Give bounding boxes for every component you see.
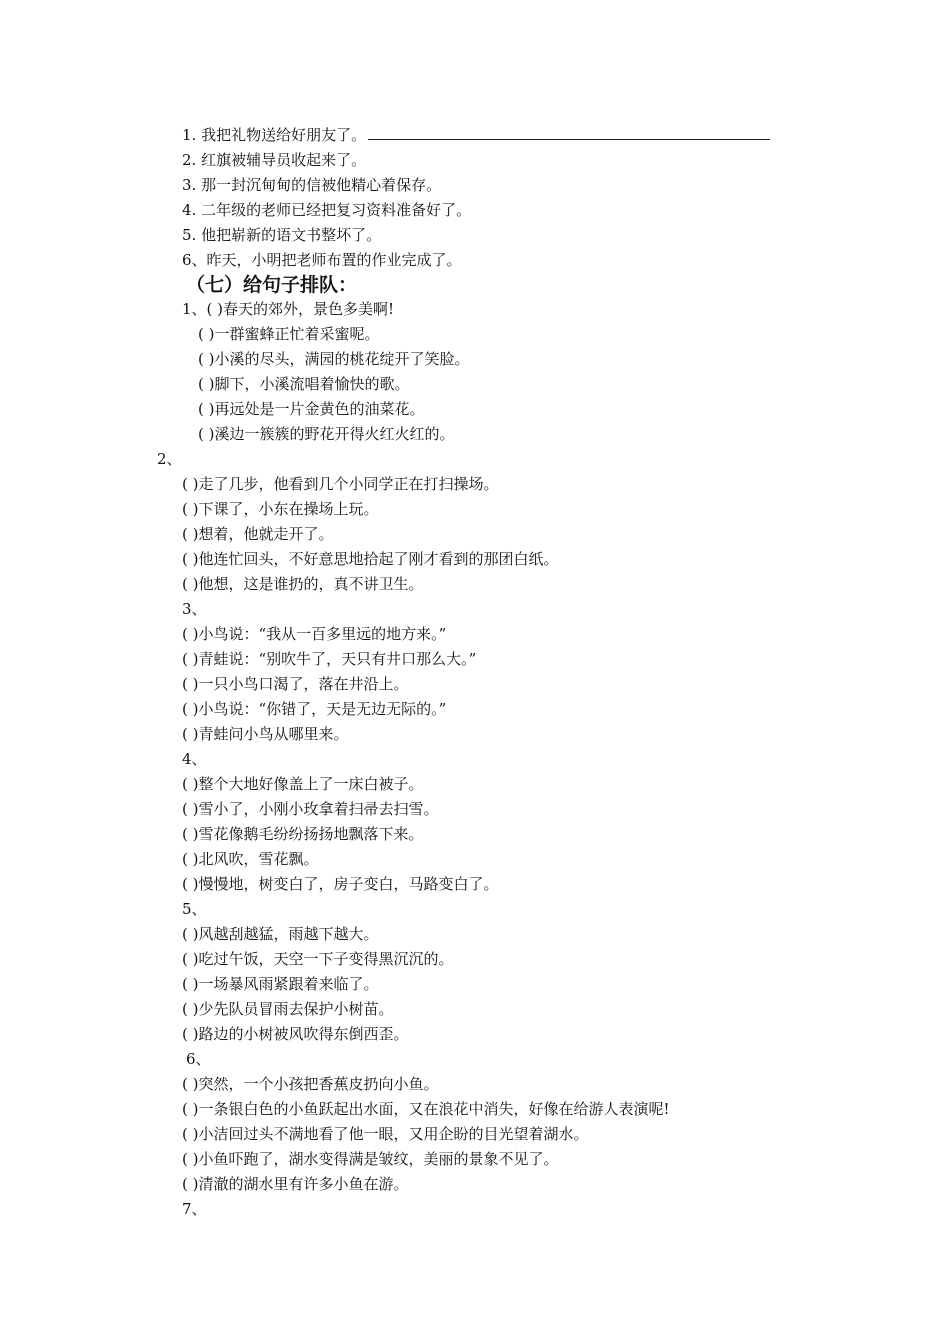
ordering-item: ( )走了几步，他看到几个小同学正在打扫操场。 <box>182 475 499 493</box>
ordering-item: ( )一条银白色的小鱼跃起出水面，又在浪花中消失，好像在给游人表演呢! <box>182 1100 670 1118</box>
ordering-item: ( )小鸟说：“你错了，天是无边无际的。” <box>182 700 447 718</box>
ordering-item: ( )再远处是一片金黄色的油菜花。 <box>198 400 425 418</box>
ordering-item: ( )小洁回过头不满地看了他一眼，又用企盼的目光望着湖水。 <box>182 1125 589 1143</box>
ordering-item: ( )少先队员冒雨去保护小树苗。 <box>182 1000 394 1018</box>
group-label: 7、 <box>182 1200 207 1218</box>
ordering-item: ( )脚下，小溪流唱着愉快的歌。 <box>198 375 410 393</box>
group-label: 4、 <box>182 750 207 768</box>
ordering-item: ( )他想，这是谁扔的，真不讲卫生。 <box>182 575 424 593</box>
ordering-item: ( )路边的小树被风吹得东倒西歪。 <box>182 1025 409 1043</box>
ordering-item: ( )风越刮越猛，雨越下越大。 <box>182 925 379 943</box>
group-1-first-line <box>182 299 394 319</box>
group-label: 3、 <box>182 600 207 618</box>
sentence-item: 4. 二年级的老师已经把复习资料准备好了。 <box>182 201 472 219</box>
ordering-item: ( )突然，一个小孩把香蕉皮扔向小鱼。 <box>182 1075 439 1093</box>
group-label: 2、 <box>157 450 182 468</box>
group-label: 5、 <box>182 900 207 918</box>
sentence-item: 5. 他把崭新的语文书整坏了。 <box>182 226 382 244</box>
ordering-item: ( )雪小了，小刚小玫拿着扫帚去扫雪。 <box>182 800 439 818</box>
ordering-item: ( )小鸟说：“我从一百多里远的地方来。” <box>182 625 447 643</box>
ordering-item: ( )想着，他就走开了。 <box>182 525 334 543</box>
ordering-item: ( )一场暴风雨紧跟着来临了。 <box>182 975 379 993</box>
ordering-item: ( )雪花像鹅毛纷纷扬扬地飘落下来。 <box>182 825 424 843</box>
ordering-item: ( )他连忙回头，不好意思地拾起了刚才看到的那团白纸。 <box>182 550 559 568</box>
sentence-text: 1. 我把礼物送给好朋友了。 <box>182 126 367 144</box>
ordering-item: ( )整个大地好像盖上了一床白被子。 <box>182 775 424 793</box>
ordering-item: ( )一只小鸟口渴了，落在井沿上。 <box>182 675 409 693</box>
ordering-item: ( )吃过午饭，天空一下子变得黑沉沉的。 <box>182 950 454 968</box>
ordering-item: ( )小溪的尽头，满园的桃花绽开了笑脸。 <box>198 350 470 368</box>
ordering-item: ( )小鱼吓跑了，湖水变得满是皱纹，美丽的景象不见了。 <box>182 1150 559 1168</box>
ordering-item: ( )清澈的湖水里有许多小鱼在游。 <box>182 1175 409 1193</box>
ordering-item: ( )溪边一簇簇的野花开得火红火红的。 <box>198 425 455 443</box>
ordering-item: ( )青蛙问小鸟从哪里来。 <box>182 725 349 743</box>
group-label: 6、 <box>186 1050 211 1068</box>
sentence-item <box>182 125 770 145</box>
ordering-item: ( )北风吹，雪花飘。 <box>182 850 319 868</box>
ordering-item: ( )慢慢地，树变白了，房子变白，马路变白了。 <box>182 875 499 893</box>
sentence-item: 6、昨天，小明把老师布置的作业完成了。 <box>182 251 462 269</box>
section-heading: （七）给句子排队： <box>186 274 358 296</box>
ordering-item: ( )春天的郊外，景色多美啊! <box>206 300 395 318</box>
answer-blank-line[interactable] <box>368 125 770 140</box>
ordering-item: ( )青蛙说：“别吹牛了，天只有井口那么大。” <box>182 650 477 668</box>
sentence-item: 2. 红旗被辅导员收起来了。 <box>182 151 367 169</box>
sentence-item: 3. 那一封沉甸甸的信被他精心着保存。 <box>182 176 442 194</box>
ordering-item: ( )一群蜜蜂正忙着采蜜呢。 <box>198 325 380 343</box>
group-label: 1、 <box>182 300 207 318</box>
ordering-item: ( )下课了，小东在操场上玩。 <box>182 500 379 518</box>
